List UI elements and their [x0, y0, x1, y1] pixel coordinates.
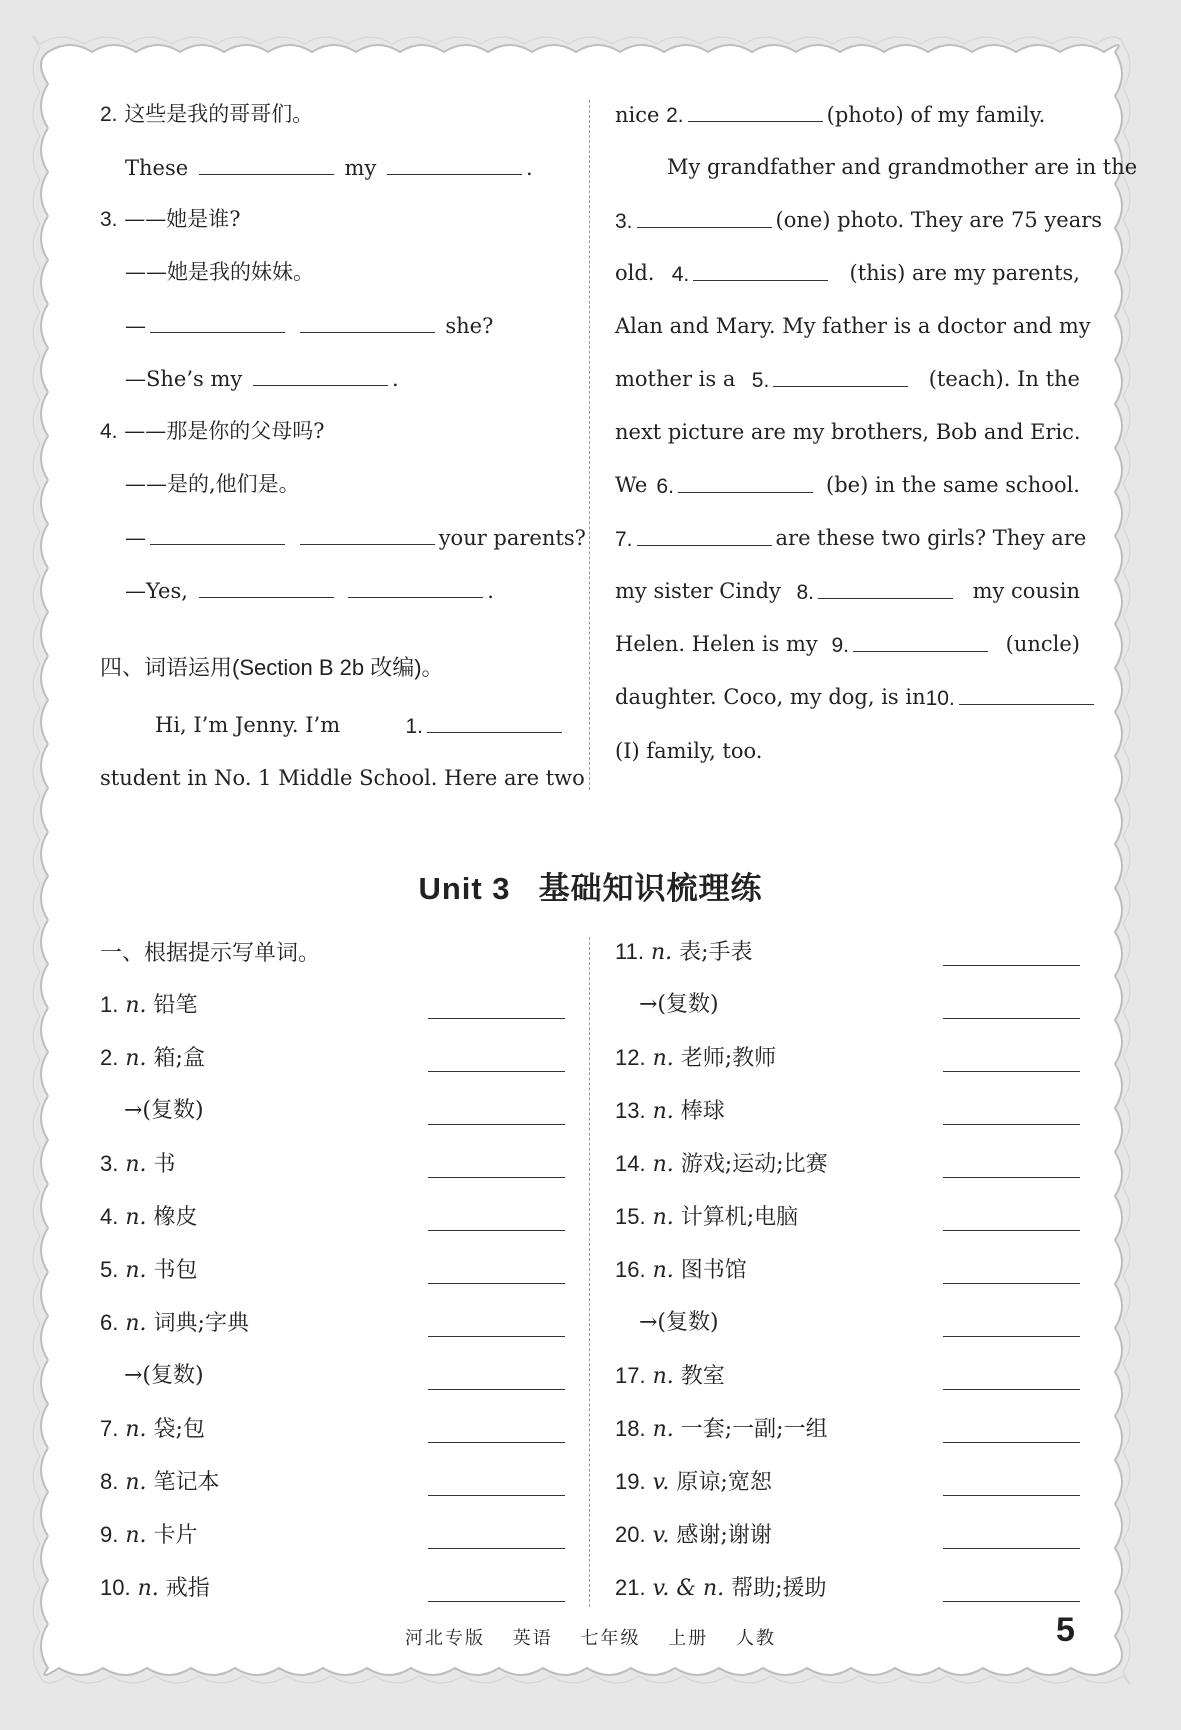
q3-word-she: she?: [445, 314, 494, 338]
vocab-hint: 笔记本: [153, 1470, 220, 1495]
vocab-number: 14.: [615, 1151, 646, 1176]
r6-text-a: mother is a: [615, 367, 736, 391]
blank-number-4: 4.: [671, 263, 690, 286]
vocab-item: [124, 1361, 204, 1391]
q3-answer-start: —She’s my: [125, 367, 243, 391]
vocab-number: 13.: [615, 1098, 646, 1123]
vocab-item: [615, 1255, 747, 1285]
vocab-item: [615, 1149, 828, 1179]
vocab-part-of-speech: n.: [125, 1470, 147, 1495]
vocab-item: [615, 1467, 772, 1497]
vocab-number: 6.: [100, 1310, 119, 1335]
blank-number-10: 10.: [925, 687, 955, 710]
q4-blank-4[interactable]: [348, 575, 483, 598]
q4-chinese-1: ——那是你的父母吗?: [124, 419, 325, 443]
blank-number-7: 7.: [615, 528, 633, 551]
vocab-hint: 帮助;援助: [731, 1576, 827, 1601]
vocab-part-of-speech: n.: [652, 1258, 674, 1283]
passage-right-column: [615, 0, 1138, 800]
vocab-hint: →(复数): [124, 1363, 204, 1388]
passage-blank-2[interactable]: [688, 99, 823, 122]
vocab-answer-blank[interactable]: [943, 1548, 1080, 1549]
vocab-hint: 教室: [680, 1364, 725, 1389]
vocab-part-of-speech: n.: [125, 993, 147, 1018]
vocab-item: [615, 1414, 828, 1444]
passage-r1: [615, 99, 1045, 129]
vocab-hint: 原谅;宽恕: [676, 1470, 772, 1495]
vocab-part-of-speech: n.: [125, 1205, 147, 1230]
q4-answer-line: [125, 575, 494, 605]
vocab-part-of-speech: n.: [125, 1311, 147, 1336]
q4-chinese-2: ——是的,他们是。: [125, 472, 300, 496]
blank-number-3: 3.: [615, 210, 633, 233]
unit-title-number: Unit 3: [418, 871, 511, 906]
vocab-hint: 图书馆: [680, 1258, 747, 1283]
passage-r6: [615, 364, 1080, 394]
q3-blank-3[interactable]: [253, 363, 388, 386]
vocab-number: 3.: [100, 1151, 119, 1176]
vocab-hint: 表;手表: [679, 940, 753, 965]
vocab-hint: 卡片: [153, 1523, 198, 1548]
vocab-part-of-speech: n.: [125, 1417, 147, 1442]
r9-text-b: are these two girls? They are: [775, 526, 1087, 550]
footer-volume: 上册: [668, 1628, 709, 1649]
vocab-answer-blank[interactable]: [428, 1389, 565, 1390]
vocab-answer-blank[interactable]: [428, 1124, 565, 1125]
r4-text-b: (this) are my parents,: [849, 261, 1080, 285]
q3-prompt: [100, 204, 240, 234]
r4-text-a: old.: [615, 261, 655, 285]
q2-prompt: [100, 99, 313, 129]
r1-text-a: nice: [615, 103, 660, 127]
footer-publisher: 人教: [735, 1628, 776, 1649]
r8-text-b: (be) in the same school.: [826, 473, 1080, 497]
footer-edition: 河北专版: [405, 1628, 486, 1649]
passage-blank-6[interactable]: [678, 470, 813, 493]
vocab-answer-blank[interactable]: [428, 1442, 565, 1443]
r6-text-b: (teach). In the: [928, 367, 1080, 391]
vocab-item: [639, 1308, 719, 1338]
vocab-answer-blank[interactable]: [943, 1442, 1080, 1443]
q3-question-line: [125, 310, 493, 340]
passage-blank-3[interactable]: [637, 205, 772, 228]
vocab-item: [100, 1308, 249, 1338]
vocab-number: 15.: [615, 1204, 646, 1229]
vocab-part-of-speech: v.: [652, 1470, 670, 1495]
section-4-heading: 四、词语运用(Section B 2b 改编)。: [100, 655, 444, 680]
exercise-left-column: [100, 0, 586, 800]
vocab-number: 10.: [100, 1575, 131, 1600]
passage-r10: [615, 576, 1080, 606]
vocab-item: [100, 1467, 220, 1497]
vocab-part-of-speech: n.: [137, 1576, 159, 1601]
q3-answer-line: [125, 363, 399, 393]
vocab-item: [124, 1096, 204, 1126]
vocab-number: 21.: [615, 1575, 646, 1600]
q4-answer-start: —Yes,: [125, 579, 188, 603]
vocab-hint: 一套;一副;一组: [680, 1417, 828, 1442]
passage-blank-7[interactable]: [637, 523, 772, 546]
q4-blank-1[interactable]: [150, 522, 285, 545]
vocab-answer-blank[interactable]: [943, 1336, 1080, 1337]
q4-question-line: [125, 522, 586, 552]
vocab-item: [615, 1520, 772, 1550]
vocab-answer-blank[interactable]: [428, 1336, 565, 1337]
vocab-item: [100, 1573, 210, 1603]
vocab-hint: 书包: [153, 1258, 198, 1283]
vocab-part-of-speech: n.: [125, 1258, 147, 1283]
vocab-item: [100, 1414, 205, 1444]
passage-r12: [615, 682, 1080, 712]
footer-grade: 七年级: [580, 1628, 641, 1649]
vocab-item: [615, 1202, 798, 1232]
vocab-hint: 计算机;电脑: [680, 1205, 799, 1230]
passage-r9: [615, 523, 1087, 553]
vocab-answer-blank[interactable]: [943, 1495, 1080, 1496]
vocab-number: 1.: [100, 992, 119, 1017]
passage-r3: [615, 205, 1103, 235]
q4-blank-3[interactable]: [199, 575, 334, 598]
q2-word-my: my: [344, 156, 377, 180]
q4-prompt: [100, 416, 324, 446]
vocab-answer-blank[interactable]: [428, 1230, 565, 1231]
r1-text-b: (photo) of my family.: [826, 103, 1046, 127]
page-number: 5: [1056, 1611, 1075, 1649]
passage-r7: [615, 417, 1080, 447]
vocab-hint: 箱;盒: [153, 1046, 205, 1071]
vocab-hint: 老师;教师: [680, 1046, 777, 1071]
passage-blank-8[interactable]: [818, 576, 953, 599]
vocab-item: [615, 1361, 725, 1391]
q2-blank-1[interactable]: [199, 152, 334, 175]
r7-text: next picture are my brothers, Bob and Eric.: [615, 420, 1081, 444]
blank-number-2: 2.: [666, 104, 684, 127]
vocab-item: [100, 1043, 205, 1073]
passage-blank-1[interactable]: [427, 710, 562, 733]
r5-text: Alan and Mary. My father is a doctor and my: [615, 314, 1091, 338]
blank-number-1: 1.: [405, 715, 423, 738]
r3-text-b: (one) photo. They are 75 years: [775, 208, 1103, 232]
vocab-item: [615, 1573, 827, 1603]
vocab-number: 11.: [615, 939, 644, 964]
q2-blank-2[interactable]: [387, 152, 522, 175]
vocab-answer-blank[interactable]: [943, 1071, 1080, 1072]
r8-text-a: We: [615, 473, 648, 497]
r12-text-a: daughter. Coco, my dog, is in: [615, 685, 926, 709]
vocab-part-of-speech: n.: [652, 1364, 674, 1389]
q3-chinese-1: ——她是谁?: [124, 207, 241, 231]
q4-period: .: [487, 579, 494, 603]
q4-word-parents: your parents?: [438, 526, 586, 550]
vocab-number: 20.: [615, 1522, 646, 1547]
vocab-number: 5.: [100, 1257, 119, 1282]
footer-subject: 英语: [512, 1628, 553, 1649]
q2-number: 2.: [100, 103, 118, 126]
vocab-item: [100, 990, 198, 1020]
vocab-hint: 戒指: [165, 1576, 210, 1601]
r10-text-b: my cousin: [972, 579, 1080, 603]
passage-r2: My grandfather and grandmother are in the: [667, 155, 1138, 179]
vocab-item: [100, 1255, 198, 1285]
r11-text-a: Helen. Helen is my: [615, 632, 818, 656]
vocab-hint: →(复数): [639, 1310, 719, 1335]
vocab-answer-blank[interactable]: [943, 965, 1080, 966]
q4-number: 4.: [100, 420, 118, 443]
unit-title-text: 基础知识梳理练: [538, 871, 763, 906]
passage-line-1: [155, 710, 566, 740]
vocab-answer-blank[interactable]: [428, 1071, 565, 1072]
vocab-hint: 橡皮: [153, 1205, 198, 1230]
vocab-answer-blank[interactable]: [428, 1495, 565, 1496]
vocab-item: [100, 1149, 176, 1179]
vocab-part-of-speech: n.: [125, 1046, 147, 1071]
vocab-hint: 词典;字典: [153, 1311, 249, 1336]
vocab-answer-blank[interactable]: [428, 1601, 565, 1602]
vocab-item: [100, 1202, 198, 1232]
q2-answer-line: [125, 152, 533, 182]
passage-r5: [615, 311, 1091, 341]
vocab-answer-blank[interactable]: [943, 1018, 1080, 1019]
vocab-number: 16.: [615, 1257, 646, 1282]
unit-title: [0, 863, 1181, 908]
vocab-hint: 袋;包: [153, 1417, 205, 1442]
vocab-answer-blank[interactable]: [428, 1548, 565, 1549]
vocab-item: [615, 937, 753, 967]
q3-blank-2[interactable]: [300, 310, 435, 333]
vocab-part-of-speech: n.: [650, 940, 673, 965]
q3-dash: —: [125, 314, 146, 338]
q3-period: .: [391, 367, 399, 391]
passage-r11: [615, 629, 1080, 659]
vocab-part-of-speech: v.: [652, 1523, 670, 1548]
q2-period: .: [526, 156, 533, 180]
vocab-part-of-speech: n.: [652, 1417, 674, 1442]
vocab-number: 7.: [100, 1416, 119, 1441]
vocab-hint: 棒球: [680, 1099, 725, 1124]
q4-blank-2[interactable]: [300, 522, 435, 545]
vocab-hint: 游戏;运动;比赛: [680, 1152, 828, 1177]
vocab-part-of-speech: n.: [125, 1523, 147, 1548]
vocab-hint: →(复数): [124, 1098, 204, 1123]
blank-number-9: 9.: [831, 634, 849, 657]
vocab-part-of-speech: n.: [652, 1046, 674, 1071]
vocab-hint: 感谢;谢谢: [676, 1523, 772, 1548]
column-divider-bottom: [589, 937, 590, 1607]
vocab-answer-blank[interactable]: [943, 1230, 1080, 1231]
blank-number-6: 6.: [656, 475, 674, 498]
passage-r4: [615, 258, 1080, 288]
vocab-part-of-speech: n.: [125, 1152, 147, 1177]
vocab-answer-blank[interactable]: [428, 1283, 565, 1284]
q3-chinese-2: ——她是我的妹妹。: [125, 260, 314, 284]
vocab-hint: 铅笔: [153, 993, 198, 1018]
passage-text-1a: Hi, I’m Jenny. I’m: [155, 713, 341, 737]
q3-number: 3.: [100, 208, 118, 231]
vocab-number: 9.: [100, 1522, 119, 1547]
vocab-part-of-speech: n.: [652, 1152, 674, 1177]
blank-number-8: 8.: [796, 581, 815, 604]
footer: [0, 1624, 1181, 1650]
vocab-part-of-speech: v. & n.: [652, 1576, 725, 1601]
q2-word-these: These: [125, 156, 189, 180]
vocab-number: 17.: [615, 1363, 646, 1388]
vocab-number: 12.: [615, 1045, 646, 1070]
vocab-answer-blank[interactable]: [943, 1177, 1080, 1178]
passage-line-2: student in No. 1 Middle School. Here are two: [100, 766, 585, 790]
r10-text-a: my sister Cindy: [615, 579, 781, 603]
q4-dash: —: [125, 526, 146, 550]
column-divider-top: [589, 100, 590, 790]
passage-r8: [615, 470, 1080, 500]
vocab-part-of-speech: n.: [652, 1205, 674, 1230]
vocab-number: 8.: [100, 1469, 119, 1494]
vocab-item: [615, 1043, 776, 1073]
vocab-number: 4.: [100, 1204, 119, 1229]
r11-text-b: (uncle): [1005, 632, 1080, 656]
vocab-part-of-speech: n.: [652, 1099, 674, 1124]
vocab-hint: →(复数): [639, 992, 719, 1017]
q2-chinese: 这些是我的哥哥们。: [124, 102, 314, 126]
vocab-answer-blank[interactable]: [943, 1389, 1080, 1390]
vocab-number: 18.: [615, 1416, 646, 1441]
vocab-heading: 一、根据提示写单词。: [100, 940, 321, 965]
q3-blank-1[interactable]: [150, 310, 285, 333]
passage-blank-9[interactable]: [853, 629, 988, 652]
vocab-answer-blank[interactable]: [428, 1177, 565, 1178]
vocab-item: [639, 990, 719, 1020]
vocab-answer-blank[interactable]: [943, 1601, 1080, 1602]
passage-r13: (I) family, too.: [615, 739, 763, 763]
vocab-answer-blank[interactable]: [943, 1124, 1080, 1125]
vocab-answer-blank[interactable]: [943, 1283, 1080, 1284]
vocab-number: 2.: [100, 1045, 119, 1070]
passage-blank-5[interactable]: [773, 364, 908, 387]
vocab-answer-blank[interactable]: [428, 1018, 565, 1019]
vocab-number: 19.: [615, 1469, 646, 1494]
passage-blank-10[interactable]: [959, 682, 1094, 705]
vocab-hint: 书: [153, 1152, 176, 1177]
vocab-item: [615, 1096, 725, 1126]
passage-blank-4[interactable]: [693, 258, 828, 281]
vocab-item: [100, 1520, 198, 1550]
blank-number-5: 5.: [751, 369, 770, 392]
